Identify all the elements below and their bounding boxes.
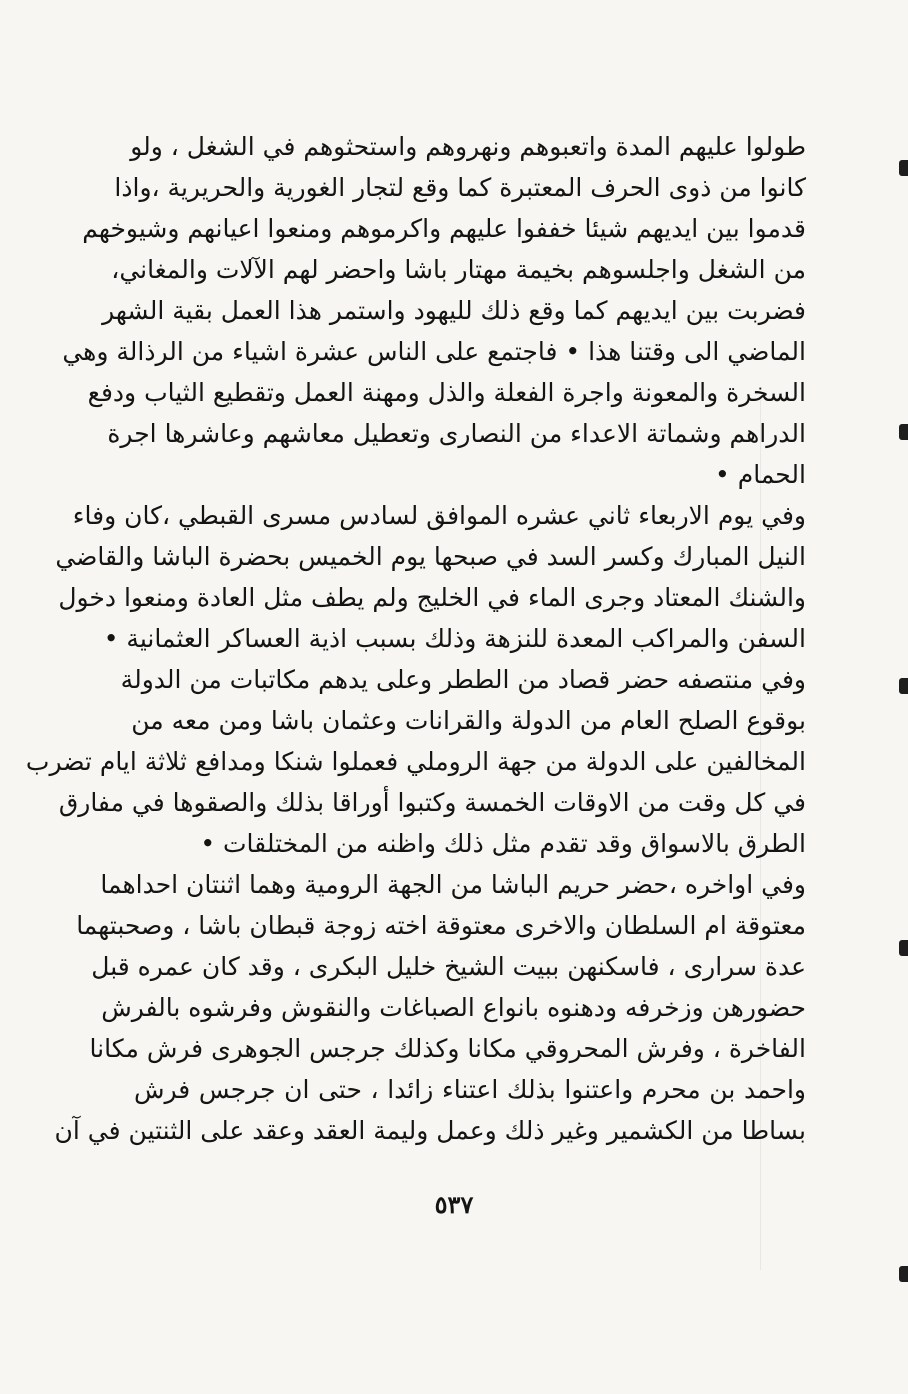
text-line: فضربت بين ايديهم كما وقع ذلك لليهود واستمر هذا العمل بقية الشهر: [102, 296, 806, 325]
text-line: معتوقة ام السلطان والاخرى معتوقة اخته زوجة قبطان باشا ، وصحبتهما: [76, 911, 806, 940]
text-line: بوقوع الصلح العام من الدولة والقرانات وعثمان باشا ومن معه من: [131, 706, 806, 735]
binding-mark: [899, 678, 908, 694]
text-line: من الشغل واجلسوهم بخيمة مهتار باشا واحضر لهم الآلات والمغاني،: [111, 255, 806, 284]
binding-mark: [899, 1266, 908, 1282]
text-line: بساطا من الكشمير وغير ذلك وعمل وليمة العقد وعقد على الثنتين في آن: [54, 1116, 806, 1145]
text-line: حضورهن وزخرفه ودهنوه بانواع الصباغات والنقوش وفرشوه بالفرش: [101, 993, 806, 1022]
text-line: طولوا عليهم المدة واتعبوهم ونهروهم واستحثوهم في الشغل ، ولو: [130, 132, 806, 161]
binding-mark: [899, 160, 908, 176]
binding-mark: [899, 940, 908, 956]
text-line: المخالفين على الدولة من جهة الروملي فعملوا شنكا ومدافع ثلاثة ايام تضرب: [25, 747, 806, 776]
text-line: الماضي الى وقتنا هذا • فاجتمع على الناس عشرة اشياء من الرذالة وهي: [62, 337, 806, 366]
text-line: قدموا بين ايديهم شيئا خففوا عليهم واكرموهم ومنعوا اعيانهم وشيوخهم: [82, 214, 806, 243]
text-line: الحمام •: [715, 460, 806, 489]
text-line: وفي يوم الاربعاء ثاني عشره الموافق لسادس مسرى القبطي ،كان وفاء: [72, 501, 806, 530]
text-line: في كل وقت من الاوقات الخمسة وكتبوا أوراقا بذلك والصقوها في مفارق: [58, 788, 806, 817]
text-line: وفي اواخره ،حضر حريم الباشا من الجهة الرومية وهما اثنتان احداهما: [100, 870, 806, 899]
binding-mark: [899, 424, 908, 440]
text-line: عدة سرارى ، فاسكنهن ببيت الشيخ خليل البكرى ، وقد كان عمره قبل: [91, 952, 806, 981]
text-line: الفاخرة ، وفرش المحروقي مكانا وكذلك جرجس الجوهرى فرش مكانا: [89, 1034, 806, 1063]
text-line: السفن والمراكب المعدة للنزهة وذلك بسبب اذية العساكر العثمانية •: [103, 624, 806, 653]
text-line: كانوا من ذوى الحرف المعتبرة كما وقع لتجار الغورية والحريرية ،واذا: [114, 173, 806, 202]
text-line: السخرة والمعونة واجرة الفعلة والذل ومهنة العمل وتقطيع الثياب ودفع: [87, 378, 806, 407]
text-line: النيل المبارك وكسر السد في صبحها يوم الخميس بحضرة الباشا والقاضي: [55, 542, 806, 571]
text-line: وفي منتصفه حضر قصاد من الططر وعلى يدهم مكاتبات من الدولة: [120, 665, 806, 694]
text-line: الطرق بالاسواق وقد تقدم مثل ذلك واظنه من المختلقات •: [200, 829, 806, 858]
body-text: [25, 126, 806, 1151]
page-number: ٥٣٧: [434, 1190, 474, 1219]
text-line: والشنك المعتاد وجرى الماء في الخليج ولم يطف مثل العادة ومنعوا دخول: [58, 583, 806, 612]
text-line: واحمد بن محرم واعتنوا بذلك اعتناء زائدا ، حتى ان جرجس فرش: [134, 1075, 806, 1104]
text-line: الدراهم وشماتة الاعداء من النصارى وتعطيل معاشهم وعاشرها اجرة: [107, 419, 806, 448]
